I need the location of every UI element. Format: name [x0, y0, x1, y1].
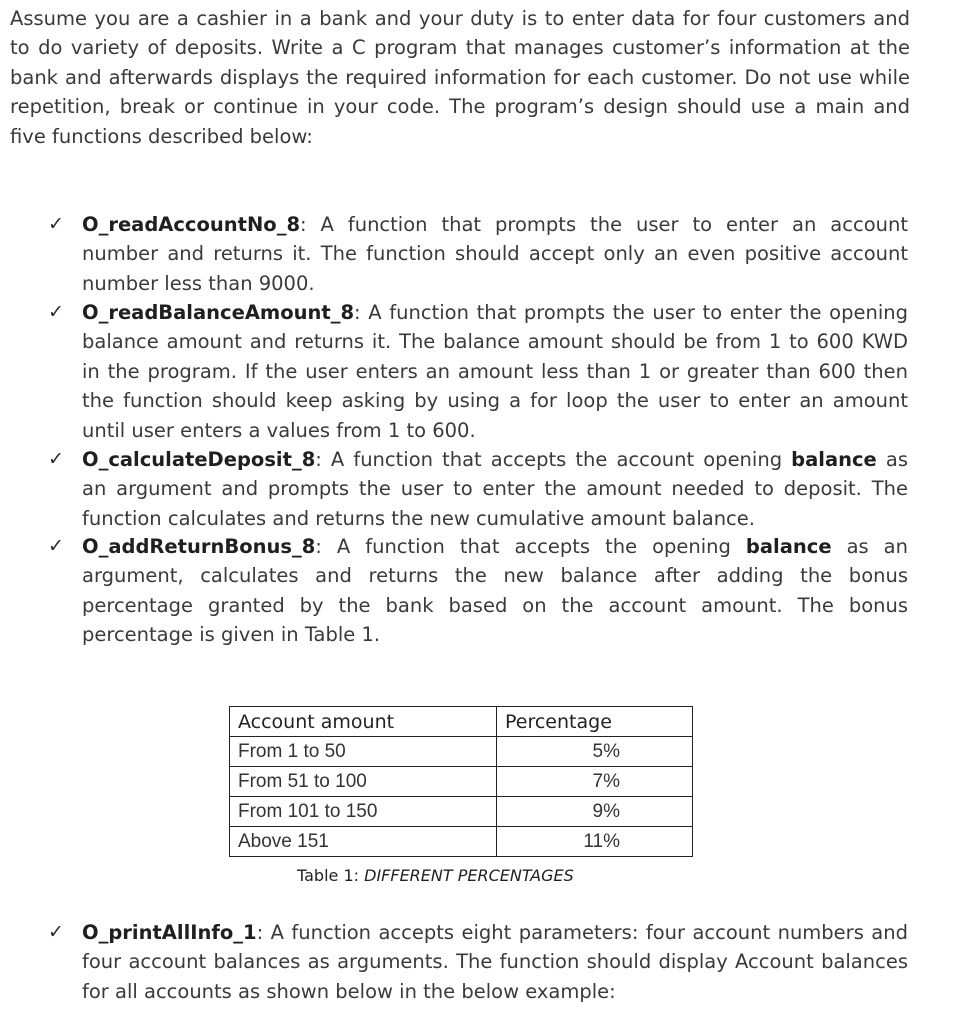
checkmark-icon: ✓: [48, 535, 64, 557]
table-caption: [297, 866, 574, 885]
function-description-start: : A function that accepts the account opening: [315, 448, 792, 471]
function-description: : A function accepts eight parameters: four account numbers and four account balances as arguments. The function should display Account balances for all accounts as shown below in the below example:: [82, 921, 908, 1003]
table-cell-range: From 51 to 100: [230, 767, 497, 797]
emphasized-word: balance: [745, 535, 832, 558]
table-cell-percentage: 9%: [497, 797, 693, 827]
table-caption-title: DIFFERENT PERCENTAGES: [364, 866, 574, 885]
column-header-account-amount: Account amount: [230, 707, 497, 737]
bonus-percentage-table: [229, 706, 693, 857]
column-header-percentage: Percentage: [497, 707, 693, 737]
function-description: : A function that prompts the user to enter an account number and returns it. The function should accept only an even positive account number less than 9000.: [82, 213, 908, 295]
function-name: O_printAllInfo_1: [82, 921, 257, 944]
table-header-row: [230, 707, 693, 737]
checkmark-icon: ✓: [48, 301, 64, 323]
function-description-start: : A function that accepts the opening: [315, 535, 746, 558]
table-caption-label: Table 1:: [297, 866, 365, 885]
checkmark-icon: ✓: [48, 448, 64, 470]
table-cell-range: Above 151: [230, 827, 497, 857]
table-cell-range: From 1 to 50: [230, 737, 497, 767]
table-row: [230, 767, 693, 797]
table-cell-range: From 101 to 150: [230, 797, 497, 827]
function-description: : A function that prompts the user to enter the opening balance amount and returns it. The balance amount should be from 1 to 600 KWD in the program. If the user enters an amount less than 1 or greater than 600 then the function should keep asking by using a for loop the user to enter an amount until user enters a values from 1 to 600.: [82, 301, 908, 442]
table-cell-percentage: 5%: [497, 737, 693, 767]
table-row: [230, 827, 693, 857]
table-cell-percentage: 7%: [497, 767, 693, 797]
table-cell-percentage: 11%: [497, 827, 693, 857]
function-name: O_readBalanceAmount_8: [82, 301, 355, 324]
function-description-end: as an argument and prompts the user to enter the amount needed to deposit. The function calculates and returns the new cumulative amount balance.: [82, 448, 908, 530]
function-description-end: as an argument, calculates and returns the new balance after adding the bonus percentage granted by the bank based on the account amount. The bonus percentage is given in Table 1.: [82, 535, 908, 647]
checkmark-icon: ✓: [48, 213, 64, 235]
table-row: [230, 737, 693, 767]
checkmark-icon: ✓: [48, 921, 64, 943]
function-name: O_readAccountNo_8: [82, 213, 301, 236]
intro-paragraph: Assume you are a cashier in a bank and your duty is to enter data for four customers and to do variety of deposits. Write a C program that manages customer’s information at the bank and afterwards displays the required information for each customer. Do not use while repetition, break or continue in your code. The program’s design should use a main and five functions described below:: [10, 7, 910, 148]
function-name: O_calculateDeposit_8: [82, 448, 316, 471]
function-name: O_addReturnBonus_8: [82, 535, 316, 558]
table-row: [230, 797, 693, 827]
emphasized-word: balance: [791, 448, 877, 471]
